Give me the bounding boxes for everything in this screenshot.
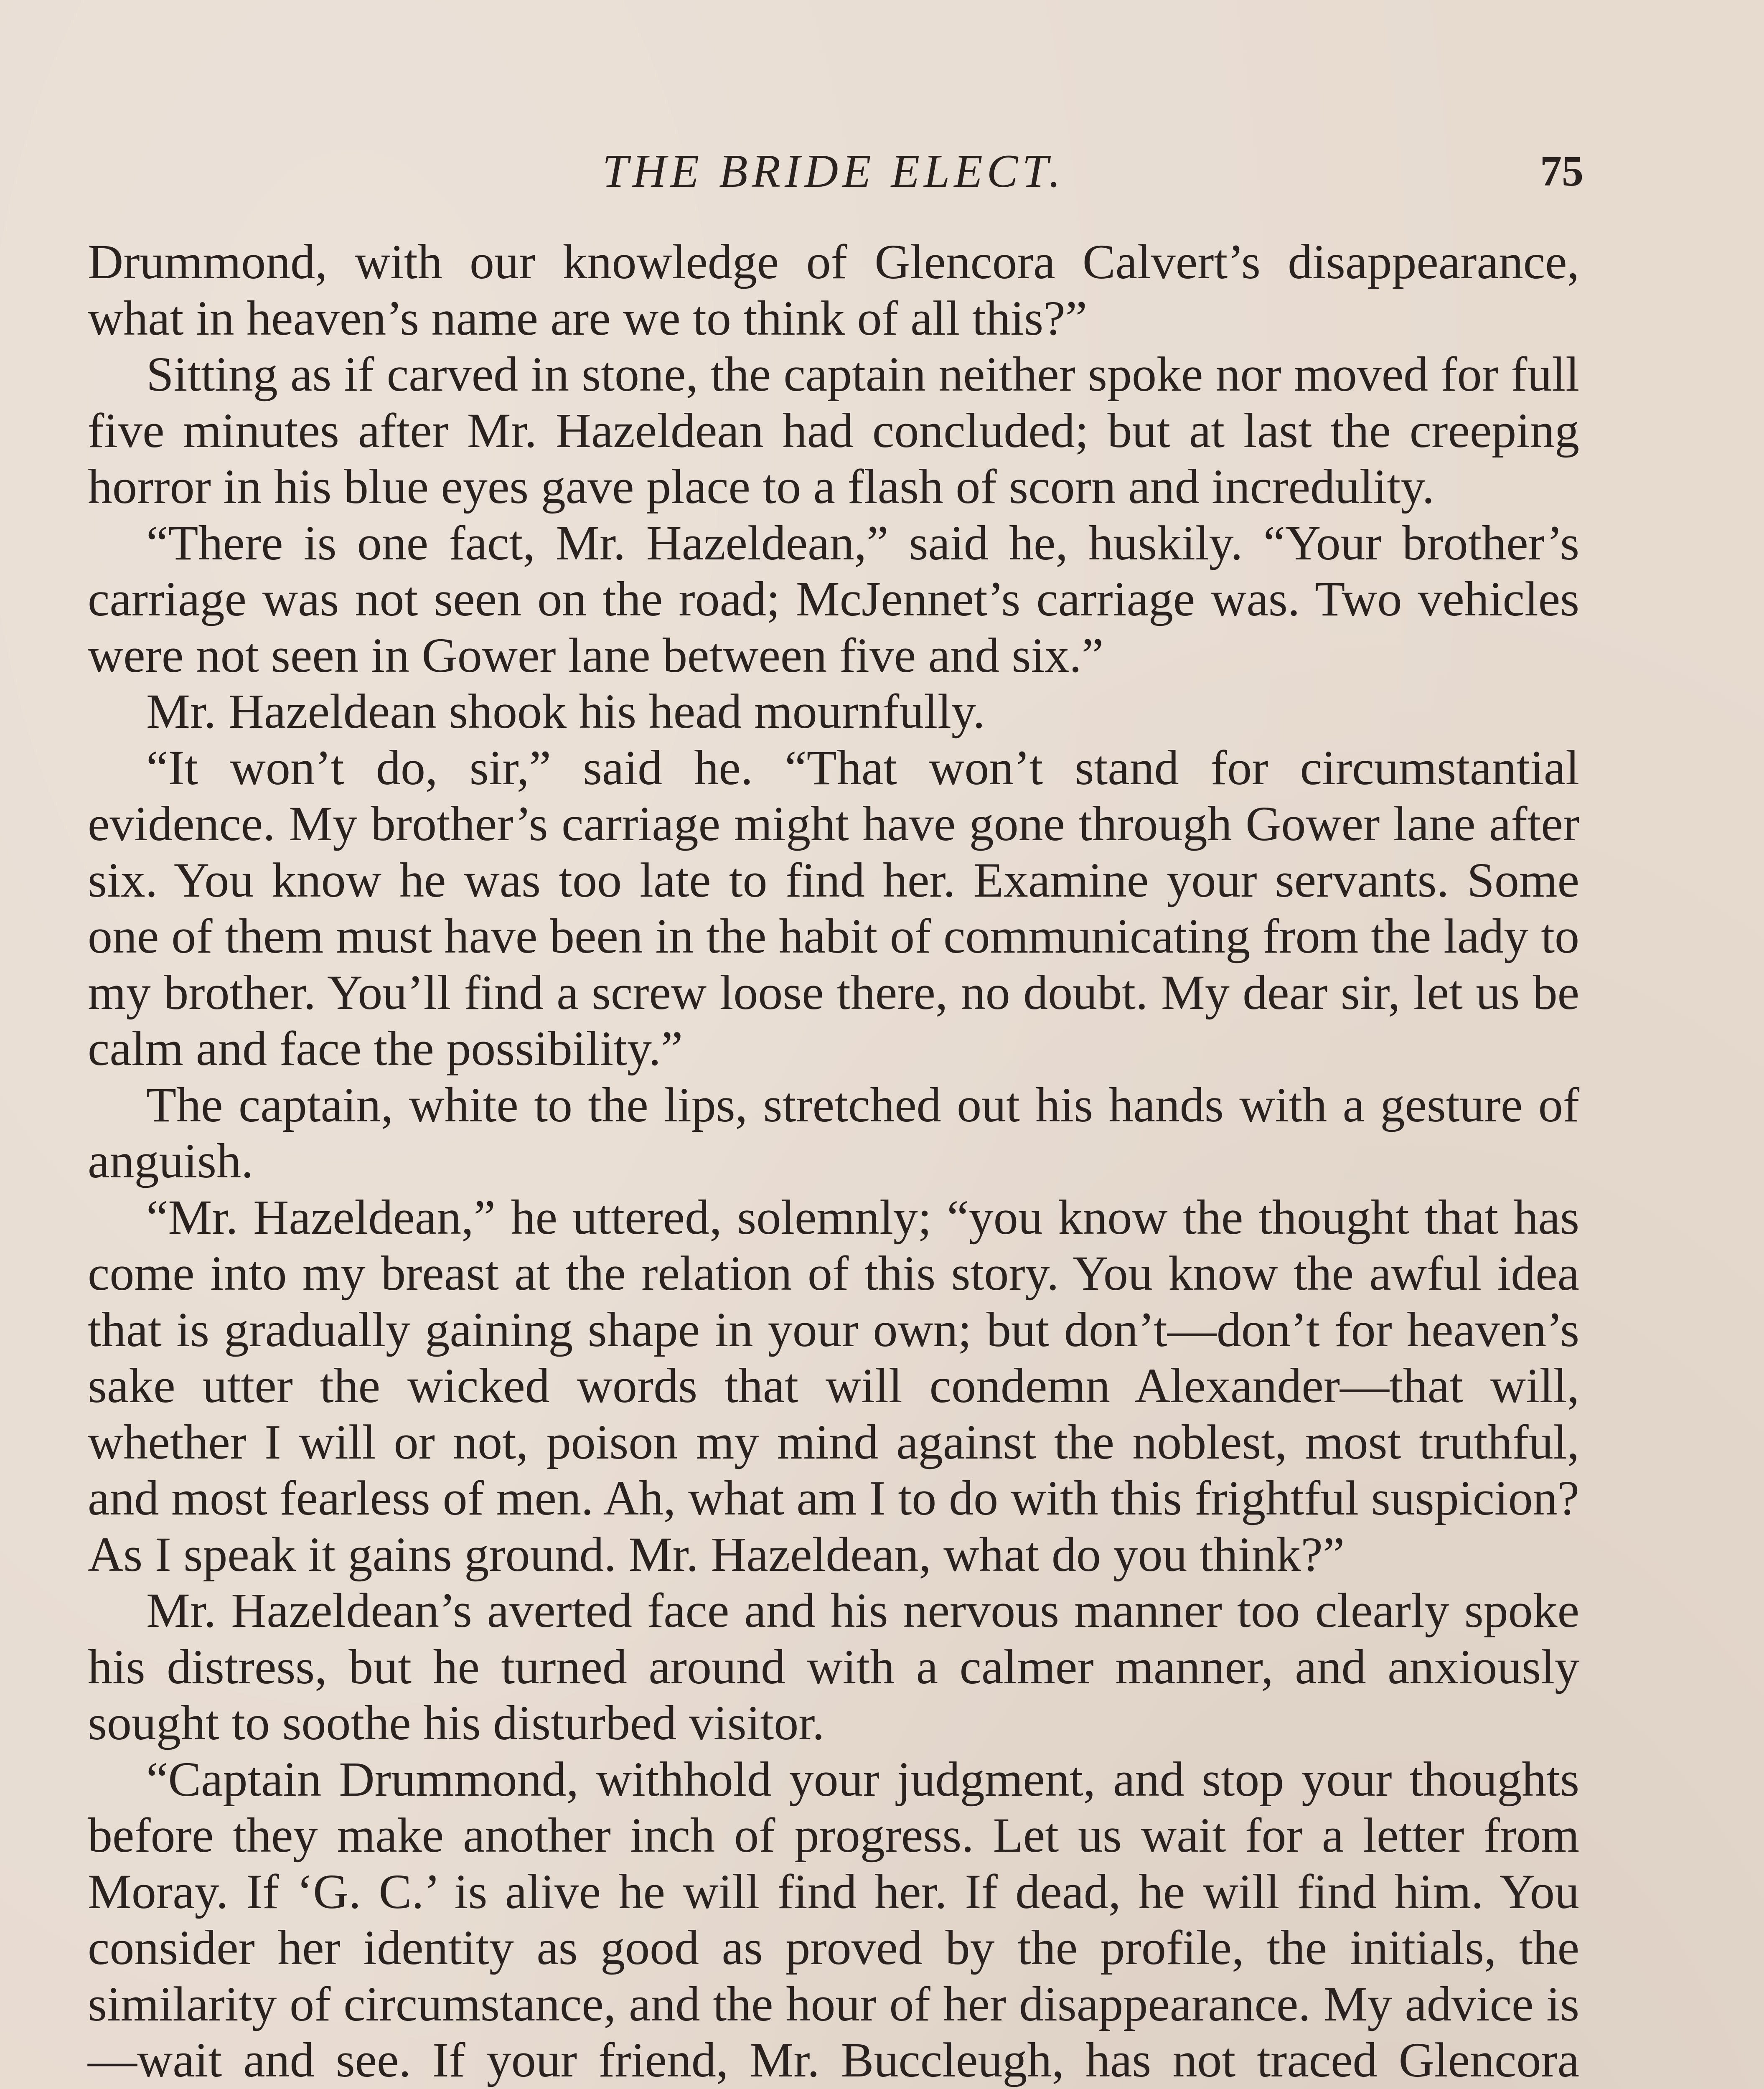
paragraph: Drummond, with our knowledge of Glencora Calvert’s disappearance, what in heaven’s name are we to think of all this?” xyxy=(88,234,1579,346)
paragraph: “Mr. Hazeldean,” he uttered, solemnly; “you know the thought that has come into my breast at the relation of this story. You know the awful idea that is gradually gaining shape in your own; but don’t—don’t for heaven’s sake utter the wicked words that will condemn Alexander—that will, whether I will or not, poison my mind against the noblest, most truthful, and most fearless of men. Ah, what am I to do with this frightful suspicion? As I speak it gains ground. Mr. Hazeldean, what do you think?” xyxy=(88,1189,1579,1582)
body-text xyxy=(88,234,1579,2089)
page-header xyxy=(84,138,1584,205)
paragraph: “It won’t do, sir,” said he. “That won’t stand for circumstantial evidence. My brother’s carriage might have gone through Gower lane after six. You know he was too late to find her. Examine your servants. Some one of them must have been in the habit of communicating from the lady to my brother. You’ll find a screw loose there, no doubt. My dear sir, let us be calm and face the possibility.” xyxy=(88,740,1579,1076)
page-number: 75 xyxy=(1540,147,1584,195)
running-title: THE BRIDE ELECT. xyxy=(602,145,1065,197)
paragraph: “There is one fact, Mr. Hazeldean,” said he, huskily. “Your brother’s carriage was not seen on the road; McJennet’s carriage was. Two vehicles were not seen in Gower lane between five and six.” xyxy=(88,515,1579,683)
paragraph: Mr. Hazeldean shook his head mournfully. xyxy=(146,684,985,739)
paragraph: “Captain Drummond, withhold your judgment, and stop your thoughts before they make another inch of progress. Let us wait for a letter from Moray. If ‘G. C.’ is alive he will find her. If dead, he will find him. You consider her identity as good as proved by the profile, the initials, the similarity of circumstance, and the hour of her disappearance. My advice is—wait and see. If your friend, Mr. Buccleugh, has not traced Glencora xyxy=(88,1751,1579,2087)
paragraph: Sitting as if carved in stone, the captain neither spoke nor moved for full five minutes after Mr. Hazeldean had concluded; but at last the creeping horror in his blue eyes gave place to a flash of scorn and incredulity. xyxy=(88,347,1579,514)
paragraph: Mr. Hazeldean’s averted face and his nervous manner too clearly spoke his distress, but he turned around with a calmer manner, and anxiously sought to soothe his disturbed visitor. xyxy=(88,1583,1579,1750)
paragraph: The captain, white to the lips, stretched out his hands with a gesture of anguish. xyxy=(88,1077,1579,1188)
